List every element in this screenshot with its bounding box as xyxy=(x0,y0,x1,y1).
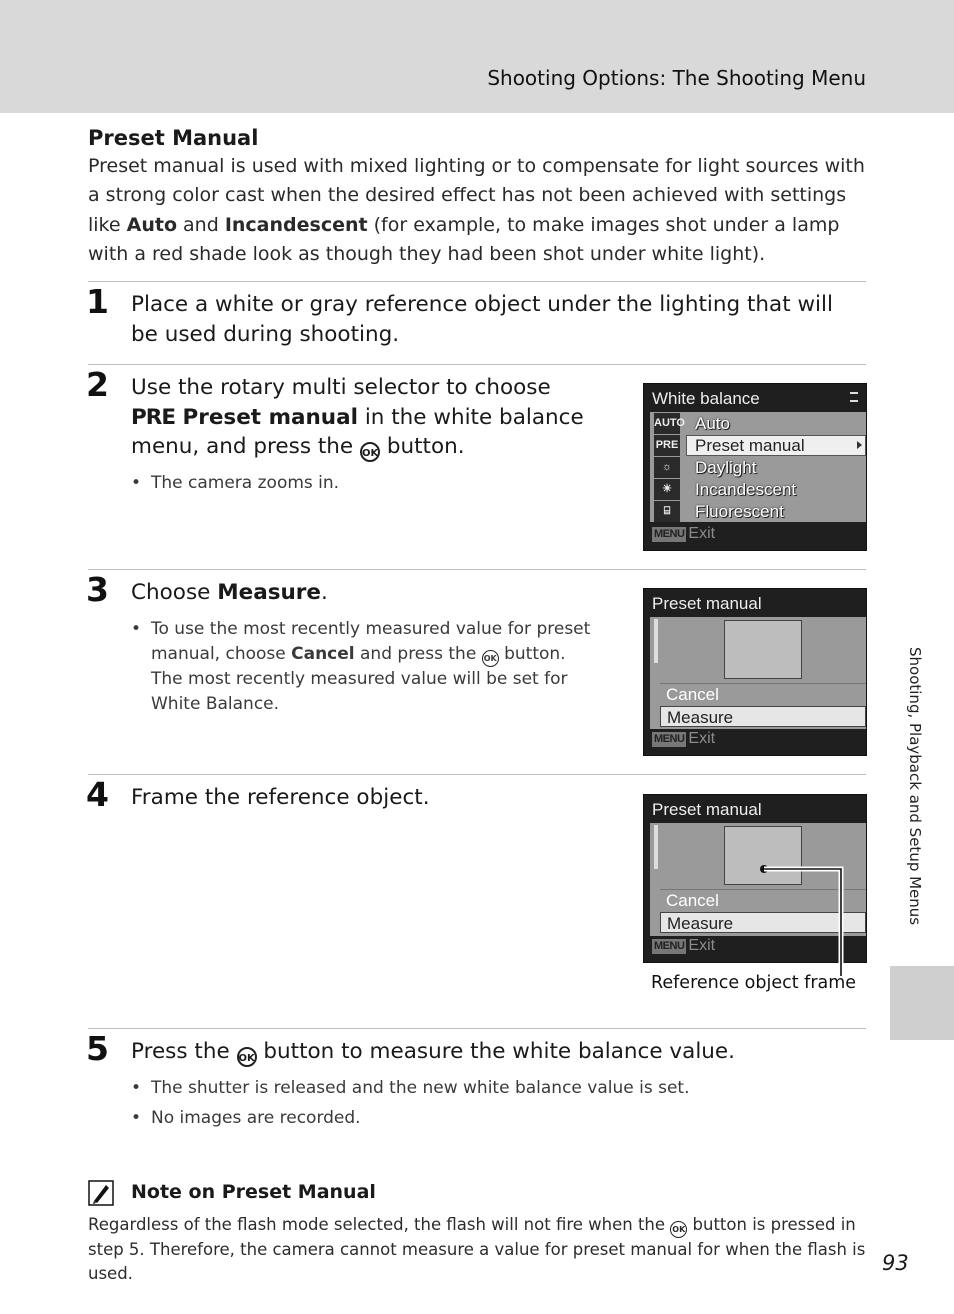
scroll-indicator-icon xyxy=(850,392,858,402)
incandescent-icon: ☀ xyxy=(654,479,680,500)
exit-hint: MENU Exit xyxy=(654,525,716,542)
step-1-text: Place a white or gray reference object under the lighting that will be used during shooting. xyxy=(131,292,833,347)
preset-manual-icon: PRE xyxy=(131,404,175,430)
step-5-bullet: • No images are recorded. xyxy=(131,1108,361,1128)
ok-button-icon: OK xyxy=(360,442,380,462)
menu-button-icon: MENU xyxy=(654,733,685,745)
intro-paragraph: Preset manual is used with mixed lighting or to compensate for light sources with a strong color cast when the desired effect has not been achieved with settings like Auto and Incandescent (for example, to make images shot under a lamp with a red shade look as though they had been shot under white light). xyxy=(88,155,865,265)
exit-hint: MENU Exit xyxy=(654,937,716,954)
scrollbar xyxy=(654,619,658,663)
ok-button-icon: OK xyxy=(482,650,499,667)
wb-item-fluorescent: ⌸ Fluorescent xyxy=(650,501,866,522)
ok-button-icon: OK xyxy=(670,1221,687,1238)
scrollbar xyxy=(654,825,658,869)
option-measure: Measure xyxy=(660,706,866,727)
option-measure: Measure xyxy=(660,912,866,933)
wb-item-incandescent: ☀ Incandescent xyxy=(650,479,866,500)
divider xyxy=(88,774,866,775)
pencil-note-icon xyxy=(88,1180,114,1206)
preview-area xyxy=(650,617,866,729)
screen-title: Preset manual xyxy=(652,800,762,819)
page-header-title: Shooting Options: The Shooting Menu xyxy=(487,66,866,90)
option-cancel: Cancel xyxy=(666,685,719,704)
screen-title: Preset manual xyxy=(652,594,762,613)
exit-hint: MENU Exit xyxy=(654,730,716,747)
menu-button-icon: MENU xyxy=(654,940,685,952)
daylight-icon: ☼ xyxy=(654,457,680,478)
section-heading: Preset Manual xyxy=(88,126,259,150)
wb-item-auto: AUTO Auto xyxy=(654,414,730,433)
side-tab-marker xyxy=(890,966,954,1040)
reference-object-frame xyxy=(724,620,802,679)
callout-leader-line xyxy=(755,860,850,980)
preset-manual-screen xyxy=(643,588,867,756)
step-3-number: 3 xyxy=(86,570,109,609)
divider xyxy=(88,281,866,282)
divider xyxy=(88,569,866,570)
step-2-number: 2 xyxy=(86,365,109,404)
step-3-bullet: • To use the most recently measured value for preset manual, choose Cancel and press the OK button. The most recently measured value will be set for White Balance. xyxy=(131,619,591,714)
step-5-bullet: • The shutter is released and the new white balance value is set. xyxy=(131,1078,690,1098)
divider xyxy=(88,1028,866,1029)
header-band xyxy=(0,0,954,113)
wb-item-daylight: ☼ Daylight xyxy=(650,457,866,478)
menu-list xyxy=(650,412,866,522)
step-2-text: Use the rotary multi selector to choose PRE Preset manual in the white balance menu, and press the OK button. xyxy=(131,373,626,462)
note-body: Regardless of the flash mode selected, the flash will not fire when the OK button is pressed in step 5. Therefore, the camera cannot measure a value for preset manual for when the flash is used. xyxy=(88,1215,866,1283)
preset-manual-icon: PRE xyxy=(654,435,680,456)
step-3-text: Choose Measure. xyxy=(131,580,328,605)
side-tab-label: Shooting, Playback and Setup Menus xyxy=(906,647,924,926)
submenu-arrow-icon xyxy=(857,441,862,449)
screen-title: White balance xyxy=(652,389,760,408)
white-balance-screen xyxy=(643,383,867,551)
step-4-number: 4 xyxy=(86,775,109,814)
auto-icon: AUTO xyxy=(654,413,680,434)
wb-item-preset-manual: PRE Preset manual xyxy=(650,435,866,456)
step-4-text: Frame the reference object. xyxy=(131,785,430,810)
divider xyxy=(88,364,866,365)
step-2-bullet: • The camera zooms in. xyxy=(131,473,340,493)
step-5-text: Press the OK button to measure the white balance value. xyxy=(131,1037,866,1067)
page-number: 93 xyxy=(882,1251,909,1275)
option-cancel: Cancel xyxy=(666,891,719,910)
menu-button-icon: MENU xyxy=(654,528,685,540)
callout-label: Reference object frame xyxy=(651,973,857,993)
step-5-number: 5 xyxy=(86,1029,109,1068)
fluorescent-icon: ⌸ xyxy=(654,501,680,522)
step-1-number: 1 xyxy=(86,282,109,321)
ok-button-icon: OK xyxy=(237,1047,257,1067)
note-title: Note on Preset Manual xyxy=(131,1181,376,1203)
